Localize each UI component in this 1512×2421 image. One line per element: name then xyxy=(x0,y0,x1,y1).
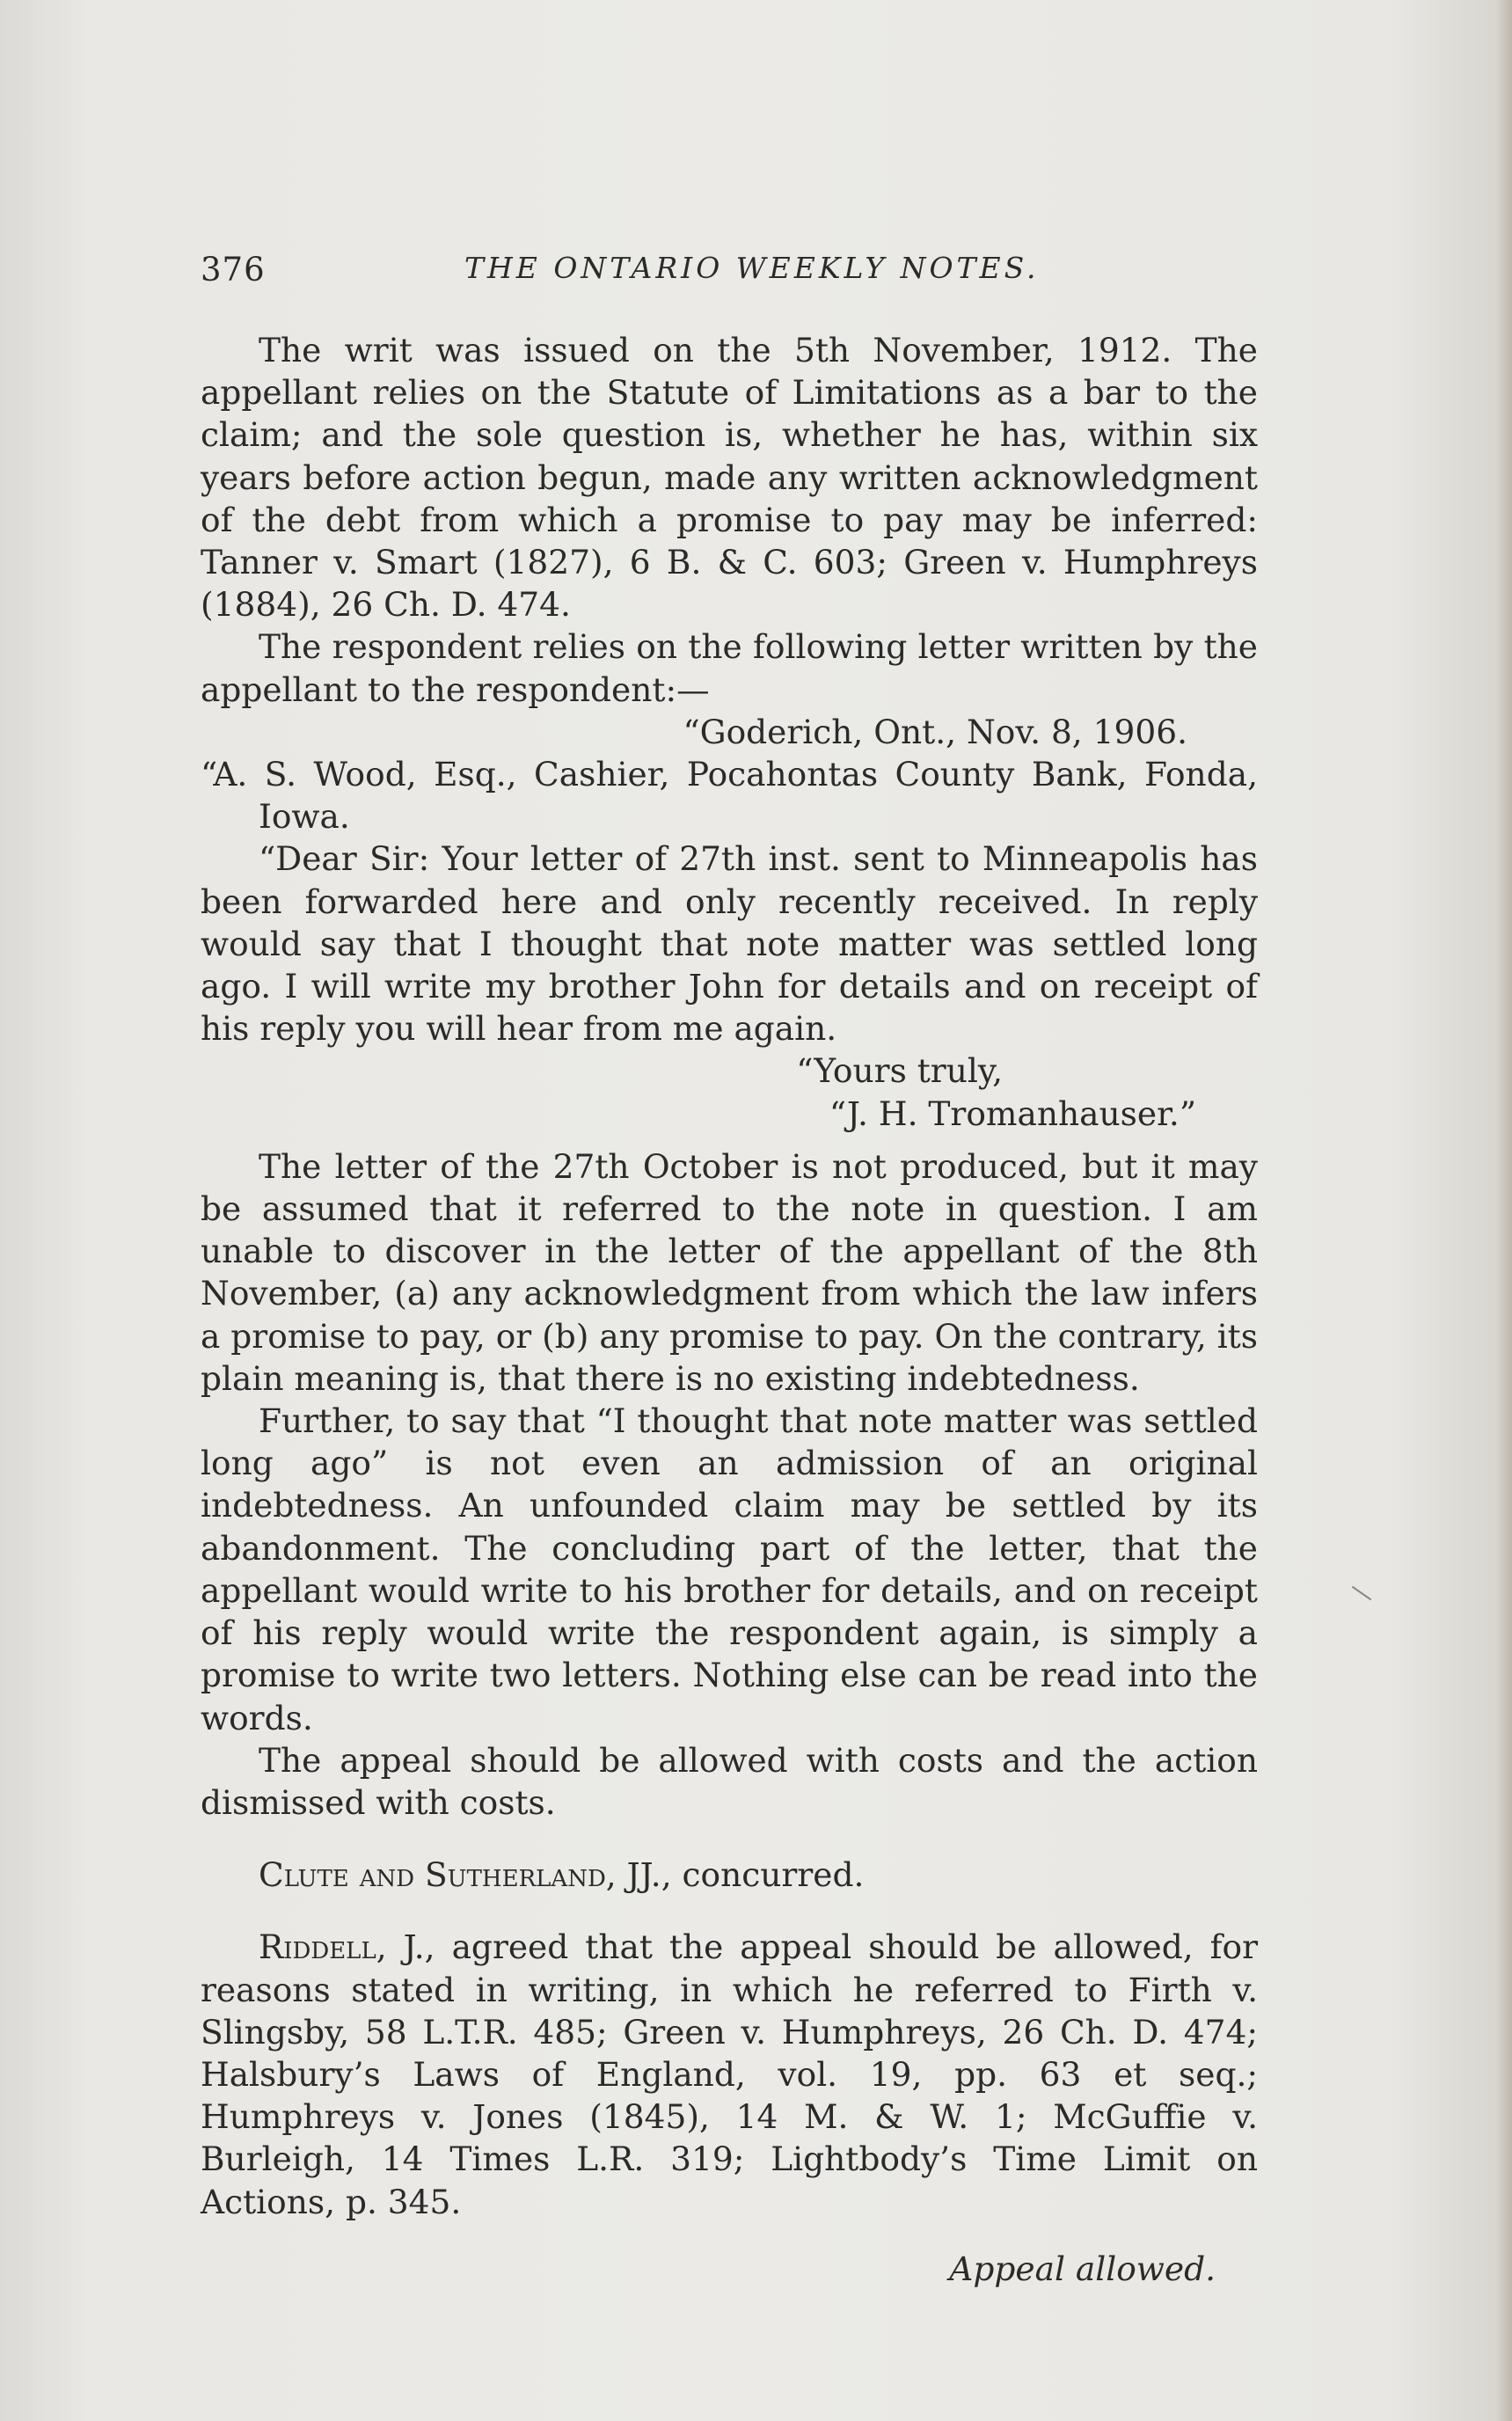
margin-mark xyxy=(1352,1586,1371,1601)
paragraph-writ: The writ was issued on the 5th November, 1912. The appellant relies on the Statute of Limitations as a bar to the claim; and the sole question is, whether he has, within six years before action begun, made any written acknowledgment of the debt from which a promise to pay may be inferred: Tanner v. Smart (1827), 6 B. & C. 603; Green v. Humphreys (1884), 26 Ch. D. 474. xyxy=(201,331,1258,625)
letter-closing: “Yours truly, xyxy=(796,1051,1003,1091)
concurring-judges: Clute and Sutherland xyxy=(259,1855,606,1895)
letter-body: “Dear Sir: Your letter of 27th inst. sent to Minneapolis has been forwarded here and only recently received. In reply would say that I thought that note matter was settled long ago. I will write my brother John for details and on receipt of his reply you will hear from me again. xyxy=(201,839,1258,1049)
riddell-text: , J., agreed that the appeal should be allowed, for reasons stated in writing, in which he referred to Firth v. Slingsby, 58 L.T.R. 485; Green v. Humphreys, 26 Ch. D. 474; Halsbury’s Laws of England, vol. 19, pp. 63 et seq.; Humphreys v. Jones (1845), 14 M. & W. 1; McGuffie v. Burleigh, 14 Times L.R. 319; Lightbody’s Time Limit on Actions, p. 345. xyxy=(201,1927,1258,2221)
letter-dateline: “Goderich, Ont., Nov. 8, 1906. xyxy=(683,712,1187,751)
paragraph-respondent-letter-intro: The respondent relies on the following letter written by the appellant to the respondent:— xyxy=(201,627,1258,709)
letter-signature: “J. H. Tromanhauser.” xyxy=(829,1093,1196,1133)
paragraph-conclusion: The appeal should be allowed with costs and the action dismissed with costs. xyxy=(201,1740,1258,1822)
paragraph-further: Further, to say that “I thought that note matter was settled long ago” is not even an admission of an original indebtedness. An unfounded claim may be settled by its abandonment. The concluding part of the letter, that the appellant would write to his brother for details, and on receipt of his reply would write the respondent again, is simply a promise to write two letters. Nothing else can be read into the words. xyxy=(201,1401,1258,1737)
letter-address: “A. S. Wood, Esq., Cashier, Pocahontas County Bank, Fonda, Iowa. xyxy=(201,755,1258,837)
concurrence-text: , JJ., concurred. xyxy=(605,1855,865,1895)
judgment-body xyxy=(201,329,1258,2290)
paragraph-analysis: The letter of the 27th October is not produced, but it may be assumed that it referred to the note in question. I am unable to discover in the letter of the appellant of the 8th November, (a) any acknowledgment from which the law infers a promise to pay, or (b) any promise to pay. On the contrary, its plain meaning is, that there is no existing indebtedness. xyxy=(201,1146,1258,1398)
disposition: Appeal allowed. xyxy=(949,2249,1216,2288)
running-title: THE ONTARIO WEEKLY NOTES. xyxy=(464,251,1040,285)
concurrence-line xyxy=(201,1854,1258,1896)
page-number: 376 xyxy=(201,251,266,289)
page-edge-shadow xyxy=(1496,0,1512,2421)
page-header xyxy=(201,245,1258,298)
riddell-paragraph xyxy=(201,1926,1258,2222)
riddell-name: Riddell xyxy=(259,1927,376,1967)
